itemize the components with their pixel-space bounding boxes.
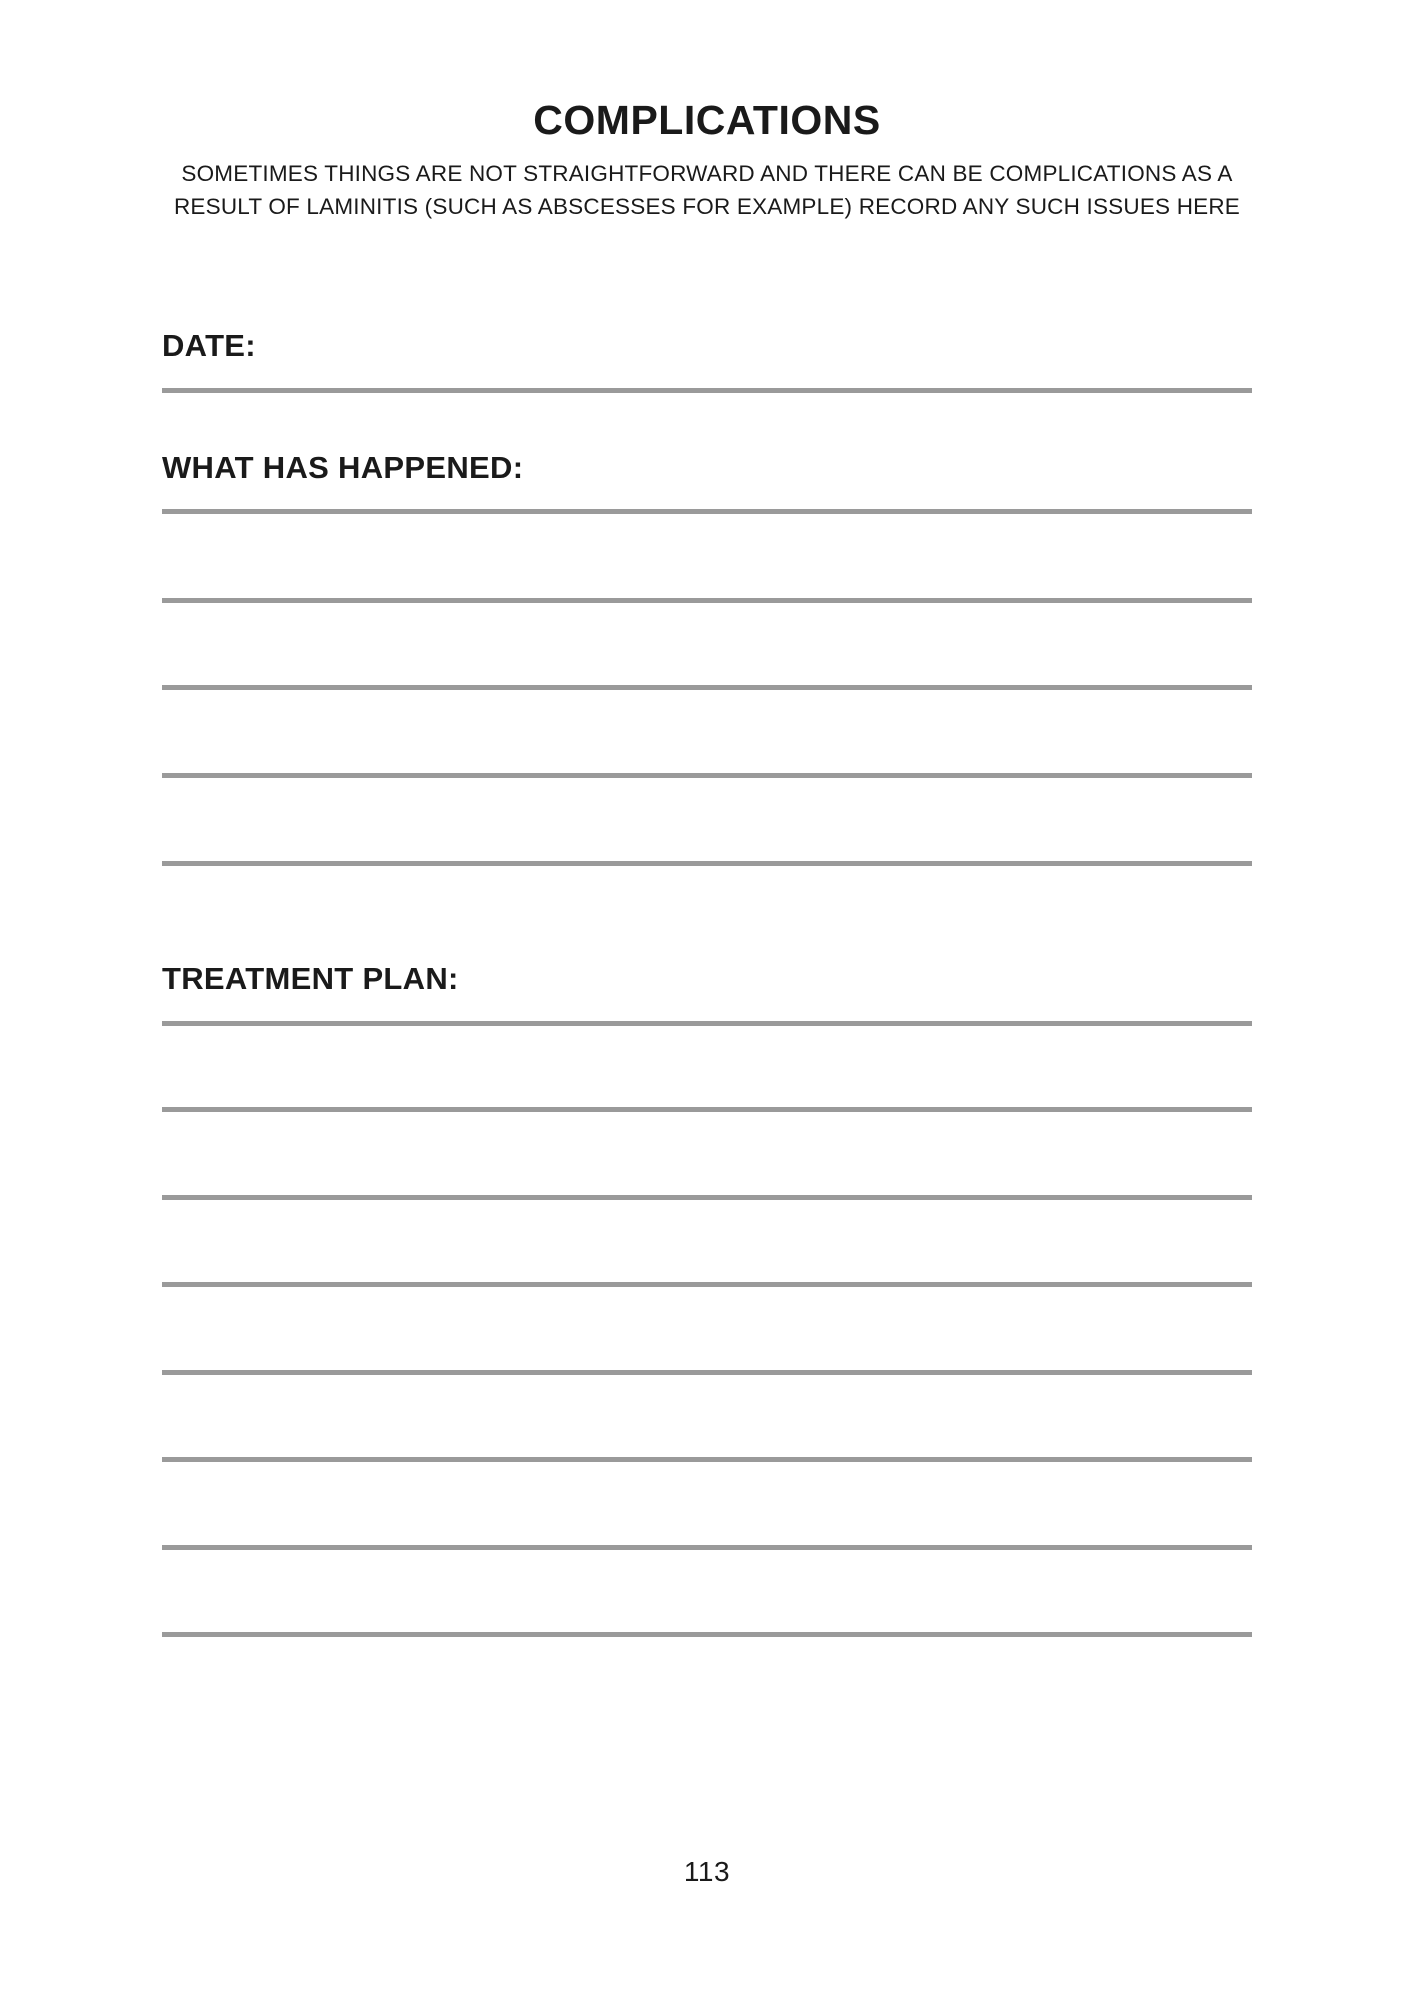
- writing-line[interactable]: [162, 1545, 1252, 1550]
- field-what-has-happened: [162, 452, 1252, 866]
- field-treatment-plan: [162, 963, 1252, 1637]
- writing-line[interactable]: [162, 1195, 1252, 1200]
- writing-line[interactable]: [162, 509, 1252, 514]
- page-title: COMPLICATIONS: [533, 97, 881, 143]
- writing-line[interactable]: [162, 1632, 1252, 1637]
- writing-line[interactable]: [162, 1370, 1252, 1375]
- writing-line[interactable]: [162, 598, 1252, 603]
- writing-line[interactable]: [162, 1021, 1252, 1026]
- writing-line[interactable]: [162, 861, 1252, 866]
- field-label-treatment-plan: TREATMENT PLAN:: [162, 961, 459, 996]
- page-subtitle: SOMETIMES THINGS ARE NOT STRAIGHTFORWARD AND THERE CAN BE COMPLICATIONS AS A RESULT OF LAMINITIS (SUCH AS ABSCESSES FOR EXAMPLE) RECORD ANY SUCH ISSUES HERE: [173, 161, 1241, 220]
- writing-line[interactable]: [162, 773, 1252, 778]
- writing-line[interactable]: [162, 1457, 1252, 1462]
- writing-line[interactable]: [162, 388, 1252, 393]
- writing-line[interactable]: [162, 1107, 1252, 1112]
- page-number: 113: [683, 1856, 731, 1887]
- writing-line[interactable]: [162, 1282, 1252, 1287]
- writing-line[interactable]: [162, 685, 1252, 690]
- field-label-what-has-happened: WHAT HAS HAPPENED:: [162, 450, 524, 485]
- field-label-date: DATE:: [162, 328, 256, 363]
- field-date: [162, 330, 1252, 393]
